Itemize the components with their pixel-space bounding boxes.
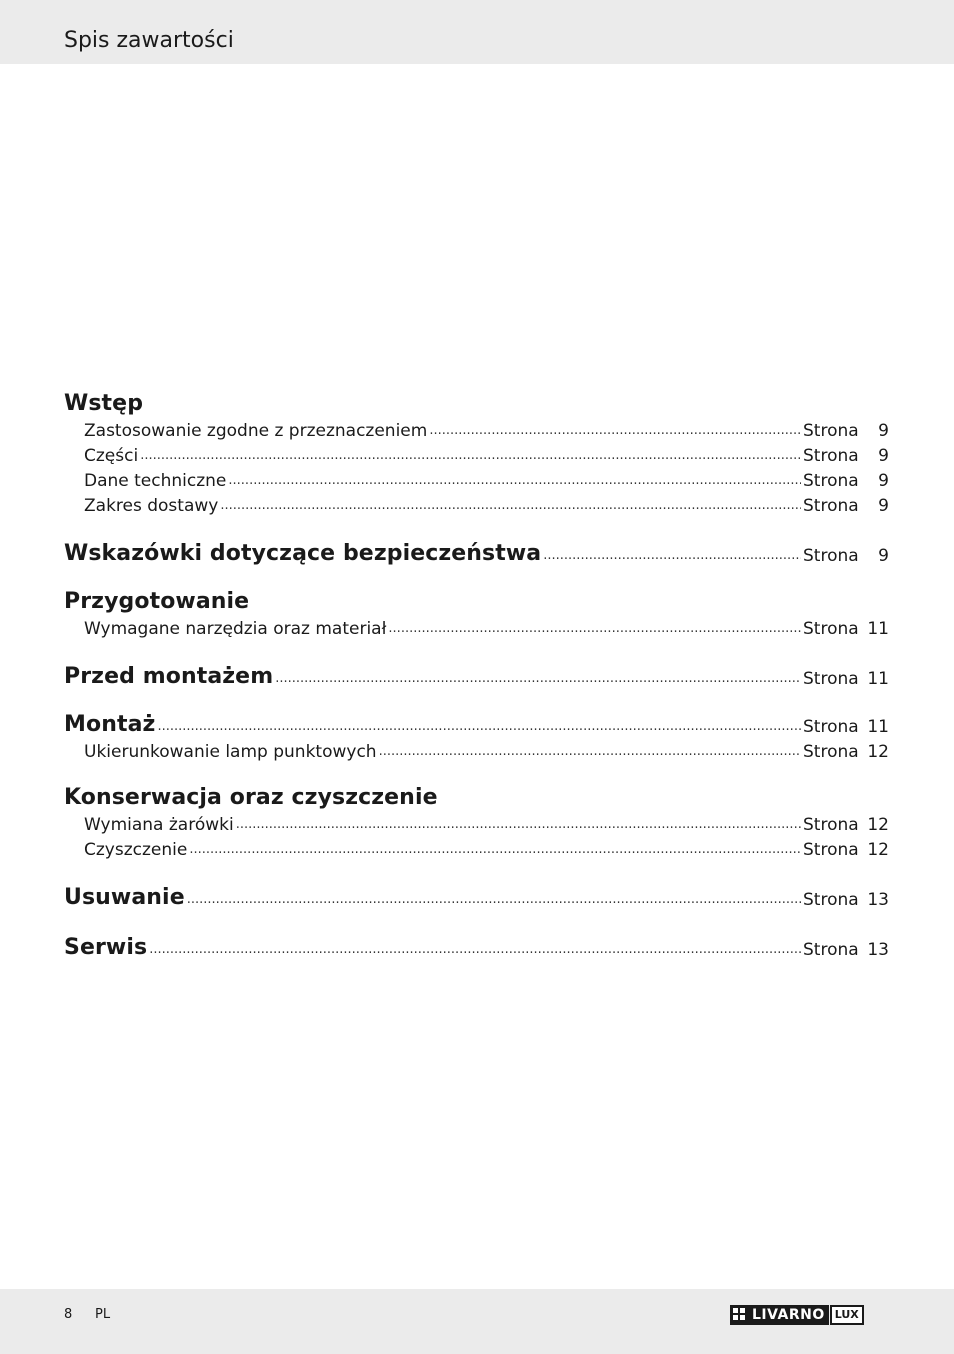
footer-language: PL xyxy=(95,1307,111,1322)
dot-leader xyxy=(275,672,801,686)
toc-heading-service[interactable] xyxy=(64,928,889,960)
page-title: Spis zawartości xyxy=(64,28,234,53)
toc-entry[interactable] xyxy=(64,466,889,491)
toc-entry-label: Wymagane narzędzia oraz materiał xyxy=(84,619,387,639)
toc-heading-label: Wskazówki dotyczące bezpieczeństwa xyxy=(64,541,542,566)
logo-suffix-text: LUX xyxy=(830,1305,864,1325)
dot-leader xyxy=(388,622,801,636)
toc-heading-safety[interactable] xyxy=(64,534,889,566)
dot-leader xyxy=(379,745,801,759)
page-number: 12 xyxy=(867,742,889,762)
page-word: Strona xyxy=(803,421,859,441)
page-number: 12 xyxy=(867,815,889,835)
page-word: Strona xyxy=(803,890,859,910)
page-word: Strona xyxy=(803,669,859,689)
toc-entry[interactable] xyxy=(64,441,889,466)
page-number: 9 xyxy=(878,471,889,491)
toc-entry[interactable] xyxy=(64,835,889,860)
logo-squares-icon xyxy=(733,1308,747,1322)
page-word: Strona xyxy=(803,546,859,566)
toc-entry-label: Ukierunkowanie lamp punktowych xyxy=(84,742,377,762)
page-word: Strona xyxy=(803,471,859,491)
toc-heading-label: Konserwacja oraz czyszczenie xyxy=(64,785,438,810)
toc-entry[interactable] xyxy=(64,491,889,516)
dot-leader xyxy=(236,818,801,832)
toc-heading-before-assembly[interactable] xyxy=(64,657,889,689)
toc-entry-label: Części xyxy=(84,446,139,466)
footer-page-number: 8 xyxy=(64,1307,73,1322)
page-word: Strona xyxy=(803,940,859,960)
toc-heading-label: Przygotowanie xyxy=(64,589,250,614)
page-word: Strona xyxy=(803,717,859,737)
toc-entry-label: Zastosowanie zgodne z przeznaczeniem xyxy=(84,421,428,441)
toc-heading-label: Usuwanie xyxy=(64,885,185,910)
page-word: Strona xyxy=(803,840,859,860)
toc-heading-label: Montaż xyxy=(64,712,156,737)
toc-heading-wstep[interactable] xyxy=(64,386,889,416)
dot-leader xyxy=(157,720,801,734)
dot-leader xyxy=(543,549,801,563)
dot-leader xyxy=(149,943,801,957)
logo-brand-text: LIVARNO xyxy=(752,1307,825,1323)
toc-entry[interactable] xyxy=(64,614,889,639)
toc-entry-label: Wymiana żarówki xyxy=(84,815,234,835)
toc-entry-label: Dane techniczne xyxy=(84,471,227,491)
toc-entry-label: Zakres dostawy xyxy=(84,496,219,516)
dot-leader xyxy=(189,843,801,857)
page-number: 12 xyxy=(867,840,889,860)
dot-leader xyxy=(228,474,801,488)
toc-heading-disposal[interactable] xyxy=(64,878,889,910)
page-number: 13 xyxy=(867,890,889,910)
toc-heading-label: Przed montażem xyxy=(64,664,274,689)
dot-leader xyxy=(429,424,801,438)
page-number: 13 xyxy=(867,940,889,960)
page-number: 11 xyxy=(867,717,889,737)
toc-heading-assembly[interactable] xyxy=(64,707,889,737)
toc-heading-label: Serwis xyxy=(64,935,148,960)
toc-entry[interactable] xyxy=(64,737,889,762)
toc-entry-label: Czyszczenie xyxy=(84,840,188,860)
page-word: Strona xyxy=(803,815,859,835)
page-number: 9 xyxy=(878,421,889,441)
toc-entry[interactable] xyxy=(64,810,889,835)
page-word: Strona xyxy=(803,496,859,516)
page-word: Strona xyxy=(803,619,859,639)
toc-heading-maintenance[interactable] xyxy=(64,780,889,810)
page-number: 9 xyxy=(878,446,889,466)
page-number: 9 xyxy=(878,546,889,566)
page-number: 11 xyxy=(867,669,889,689)
toc-entry[interactable] xyxy=(64,416,889,441)
dot-leader xyxy=(187,893,801,907)
page-word: Strona xyxy=(803,742,859,762)
logo-main xyxy=(730,1305,829,1325)
toc-heading-preparation[interactable] xyxy=(64,584,889,614)
page-word: Strona xyxy=(803,446,859,466)
toc-heading-label: Wstęp xyxy=(64,391,144,416)
table-of-contents xyxy=(64,386,889,960)
livarno-lux-logo xyxy=(730,1305,890,1325)
dot-leader xyxy=(220,499,801,513)
page-number: 11 xyxy=(867,619,889,639)
dot-leader xyxy=(140,449,801,463)
page-number: 9 xyxy=(878,496,889,516)
